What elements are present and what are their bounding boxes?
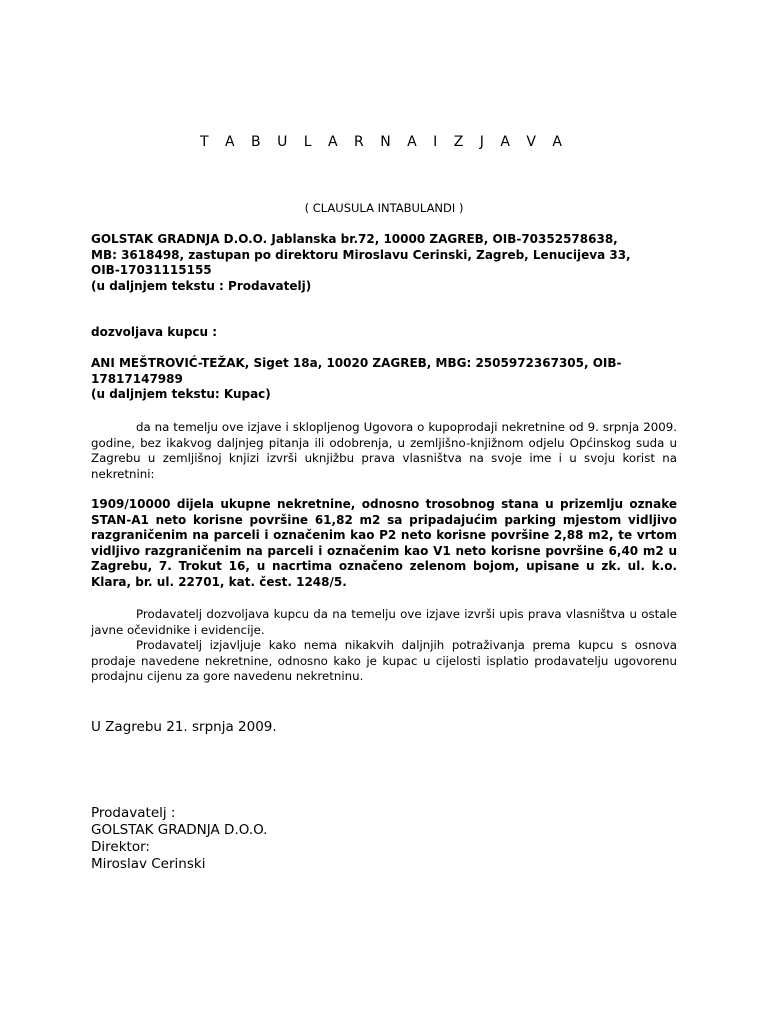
signature-title: Direktor: (91, 839, 150, 855)
seller-block (91, 232, 677, 294)
buyer-line-3: (u daljnjem tekstu: Kupac) (91, 387, 271, 401)
paragraph-registration: Prodavatelj dozvoljava kupcu da na temelju ove izjave izvrši upis prava vlasništva u ostale javne očevidnike i evidencije. (91, 607, 677, 637)
signature-name: Miroslav Cerinski (91, 856, 206, 872)
buyer-line-2: 17817147989 (91, 371, 183, 386)
place-date: U Zagrebu 21. srpnja 2009. (91, 719, 277, 735)
property-description: 1909/10000 dijela ukupne nekretnine, odnosno trosobnog stana u prizemlju oznake STAN-A1 neto korisne površine 61,82 m2 sa pripadajućim parking mjestom vidljivo razgraničenim na parceli i označenim kao P2 neto korisne površine 2,88 m2, te vrtom vidljivo razgraničenim na parceli i označenim kao V1 neto korisne površine 6,40 m2 u Zagrebu, 7. Trokut 16, u nacrtima označeno zelenom bojom, upisane u zk. ul. k.o. Klara, br. ul. 22701, kat. čest. 1248/5. (91, 497, 677, 589)
buyer-block (91, 356, 677, 403)
signature-role: Prodavatelj : (91, 805, 176, 821)
document-title: T A B U L A R N A I Z J A V A (199, 134, 569, 150)
document-subtitle: ( CLAUSULA INTABULANDI ) (304, 201, 464, 215)
seller-line-2: MB: 3618498, zastupan po direktoru Miroslavu Cerinski, Zagreb, Lenucijeva 33, (91, 247, 631, 262)
seller-line-1: GOLSTAK GRADNJA D.O.O. Jablanska br.72, 10000 ZAGREB, OIB-70352578638, (91, 232, 618, 246)
paragraph-no-claims: Prodavatelj izjavljuje kako nema nikakvih daljnjih potraživanja prema kupcu s osnova prodaje navedene nekretnine, odnosno kako je kupac u cijelosti isplatio prodavatelju ugovorenu prodajnu cijenu za gore navedenu nekretninu. (91, 638, 677, 683)
signature-block (91, 805, 267, 873)
paragraph-authorization: da na temelju ove izjave i sklopljenog Ugovora o kupoprodaji nekretnine od 9. srpnja 2009. godine, bez ikakvog daljnjeg pitanja ili odobrenja, u zemljišno-knjižnom odjelu Općinskog suda u Zagrebu u zemljišnoj knjizi izvrši uknjižbu prava vlasništva na svoje ime i u svoju korist na nekretnini: (91, 420, 677, 481)
seller-line-3: OIB-17031115155 (91, 263, 212, 277)
buyer-line-1: ANI MEŠTROVIĆ-TEŽAK, Siget 18a, 10020 ZAGREB, MBG: 2505972367305, OIB- (91, 356, 622, 370)
permission-line: dozvoljava kupcu : (91, 325, 218, 339)
signature-company: GOLSTAK GRADNJA D.O.O. (91, 822, 268, 838)
seller-line-4: (u daljnjem tekstu : Prodavatelj) (91, 278, 312, 293)
